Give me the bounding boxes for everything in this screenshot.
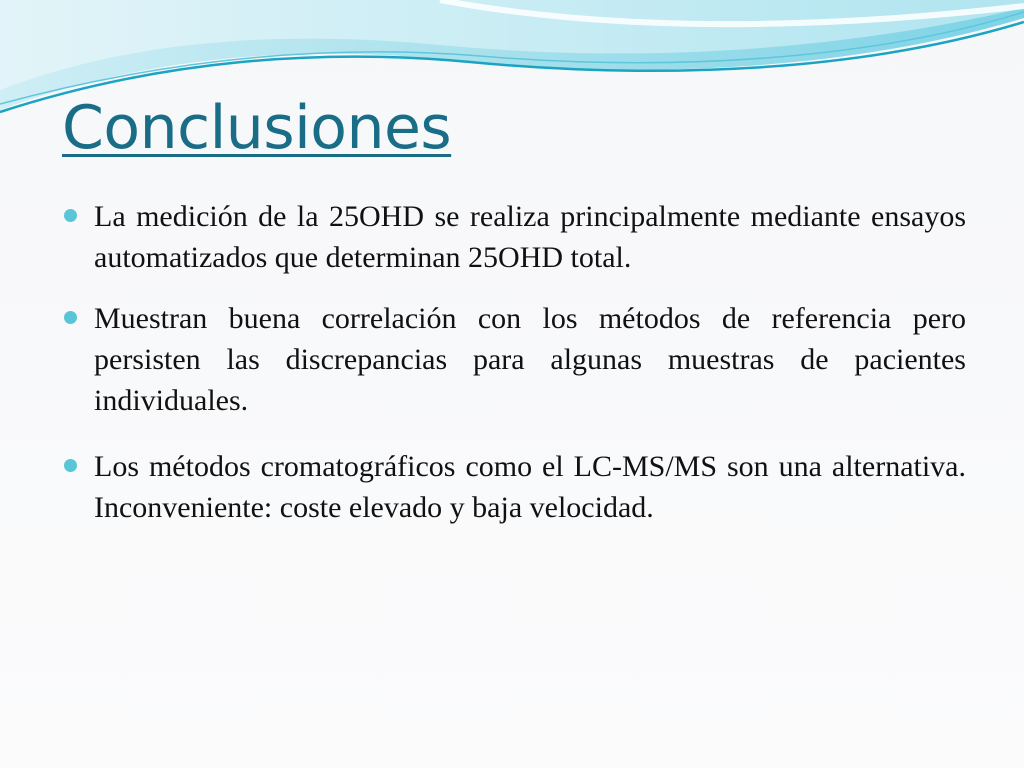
bullet-icon — [64, 459, 77, 472]
bullet-text: Muestran buena correlación con los métodos de referencia pero persisten las discrepancias para algunas muestras de pacientes individuales. — [94, 302, 966, 417]
bullet-text: La medición de la 25OHD se realiza principalmente mediante ensayos automatizados que determinan 25OHD total. — [94, 200, 966, 274]
bullet-icon — [64, 209, 77, 222]
bullet-item — [62, 298, 966, 421]
bullet-icon — [64, 311, 77, 324]
bullet-item — [62, 196, 966, 278]
slide-title: Conclusiones — [62, 93, 452, 163]
bullet-text: Los métodos cromatográficos como el LC-MS/MS son una alternativa. Inconveniente: coste elevado y baja velocidad. — [94, 450, 966, 524]
bullet-list — [62, 196, 966, 528]
bullet-item — [62, 446, 966, 528]
